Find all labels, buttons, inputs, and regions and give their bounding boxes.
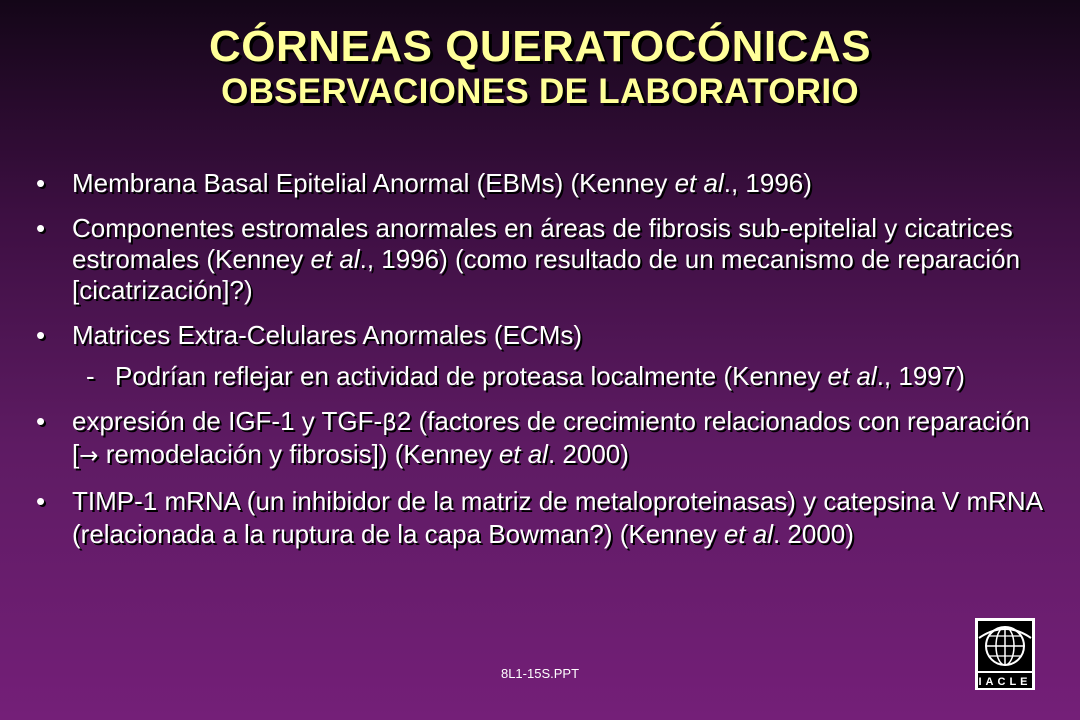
- bullet-marker: •: [36, 320, 46, 350]
- bullet-text: expresión de IGF-1 y TGF-: [72, 406, 383, 436]
- bullet-item-5: [30, 486, 1050, 550]
- footer-filename: 8L1-15S.PPT: [500, 666, 580, 681]
- bullet-text: remodelación y fibrosis]) (Kenney: [98, 439, 499, 469]
- bullet-text: 2 (factores de crecimiento relacionados con reparación [: [72, 406, 1030, 469]
- bullet-list: [30, 168, 1050, 564]
- bullet-marker: •: [36, 406, 46, 436]
- globe-icon: [975, 618, 1035, 690]
- bullet-italic: et al: [723, 519, 773, 549]
- bullet-italic: et al: [310, 244, 360, 274]
- bullet-marker: •: [36, 213, 46, 243]
- bullet-italic: et al: [827, 361, 877, 391]
- bullet-marker: •: [36, 168, 46, 198]
- bullet-italic: et al: [498, 439, 548, 469]
- bullet-text: . 2000): [772, 519, 854, 549]
- logo-text: IACLE: [978, 676, 1032, 688]
- bullet-marker: •: [36, 486, 46, 516]
- bullet-item-2: [30, 213, 1050, 306]
- slide-title: CÓRNEAS QUERATOCÓNICAS: [208, 22, 872, 71]
- bullet-text: ., 1996): [723, 168, 812, 198]
- bullet-text: Membrana Basal Epitelial Anormal (EBMs) (Kenney: [72, 168, 675, 198]
- beta-symbol: β: [382, 410, 397, 436]
- bullet-text: Componentes estromales anormales en áreas de fibrosis sub-epitelial y cicatrices estromales (Kenney: [72, 213, 1013, 274]
- bullet-text: Matrices Extra-Celulares Anormales (ECMs): [72, 320, 583, 350]
- bullet-text: TIMP-1 mRNA (un inhibidor de la matriz de metaloproteinasas) y catepsina V mRNA (relacionada a la ruptura de la capa Bowman?) (Kenney: [72, 486, 1042, 549]
- iacle-logo: [975, 618, 1035, 690]
- bullet-text: ., 1997): [876, 361, 965, 391]
- bullet-text: ., 1996) (como resultado de un mecanismo de reparación [cicatrización]?): [72, 244, 1021, 305]
- bullet-item-4: [30, 406, 1050, 472]
- sub-bullet-item-1: [30, 361, 1050, 392]
- bullet-item-3: [30, 320, 1050, 351]
- arrow-right-icon: →: [79, 443, 99, 469]
- bullet-text: . 2000): [547, 439, 629, 469]
- bullet-item-1: [30, 168, 1050, 199]
- title-block: [0, 22, 1080, 112]
- bullet-text: Podrían reflejar en actividad de proteasa localmente (Kenney: [115, 361, 828, 391]
- sub-bullet-marker: -: [86, 361, 95, 391]
- bullet-italic: et al: [674, 168, 724, 198]
- slide-subtitle: OBSERVACIONES DE LABORATORIO: [221, 72, 859, 111]
